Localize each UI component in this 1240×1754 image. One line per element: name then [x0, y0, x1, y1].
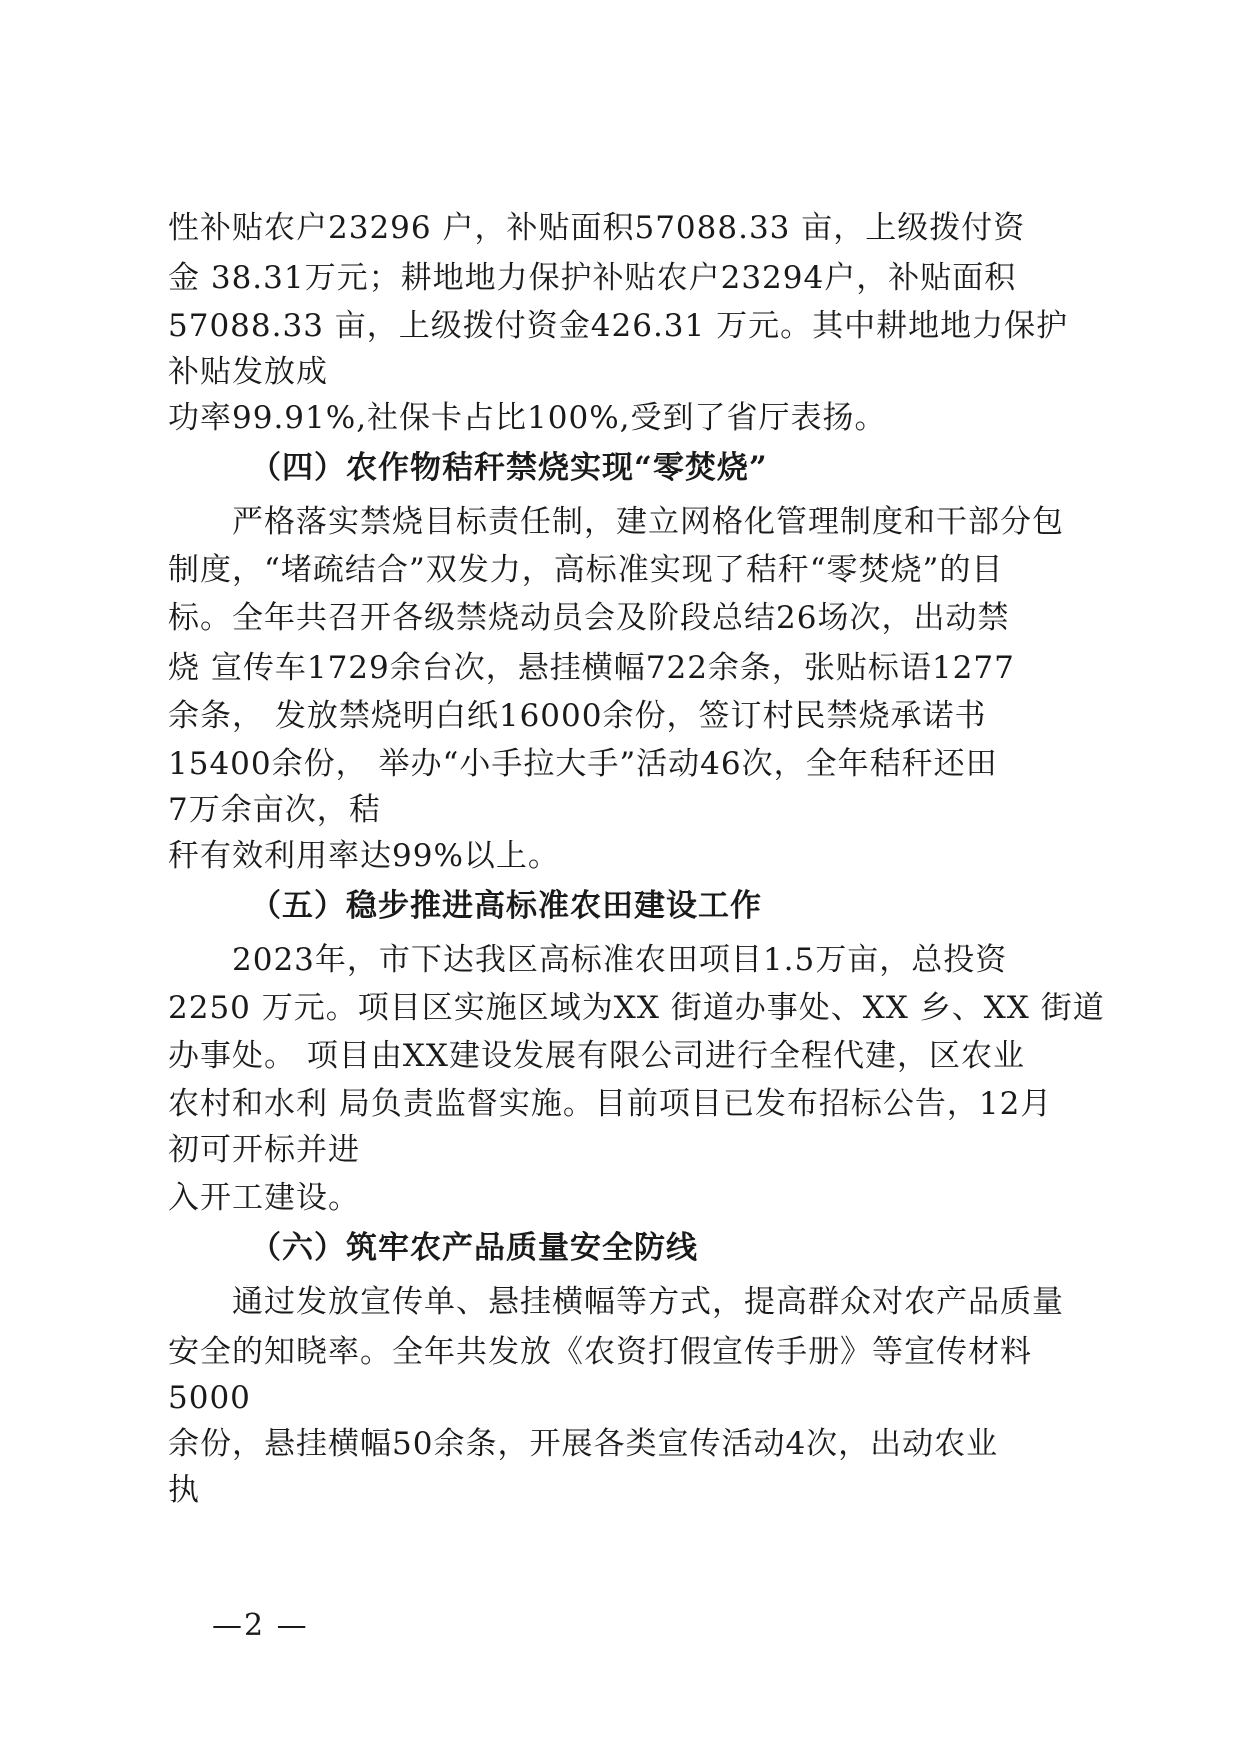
page-number: —2 —	[212, 1608, 309, 1643]
paragraph-line: 5000	[168, 1380, 251, 1416]
paragraph-line: 通过发放宣传单、悬挂横幅等方式，提高群众对农产品质量	[232, 1284, 1064, 1320]
paragraph-line: 功率99.91%,社保卡占比100%,受到了省厅表扬。	[168, 400, 887, 436]
paragraph-line: 制度，“堵疏结合”双发力，高标准实现了秸秆“零焚烧”的目	[168, 552, 1004, 588]
section-heading-6: （六）筑牢农产品质量安全防线	[250, 1230, 698, 1266]
paragraph-line: 标。全年共召开各级禁烧动员会及阶段总结26场次，出动禁	[168, 600, 1010, 636]
paragraph-line: 补贴发放成	[168, 354, 328, 390]
paragraph-line: 性补贴农户23296 户，补贴面积57088.33 亩，上级拨付资	[168, 210, 1026, 246]
paragraph-line: 秆有效利用率达99%以上。	[168, 838, 560, 874]
paragraph-line: 2250 万元。项目区实施区域为XX 街道办事处、XX 乡、XX 街道	[168, 990, 1105, 1026]
paragraph-line: 入开工建设。	[168, 1180, 360, 1216]
paragraph-line: 15400余份， 举办“小手拉大手”活动46次，全年秸秆还田	[168, 746, 998, 782]
section-heading-4: （四）农作物秸秆禁烧实现“零焚烧”	[250, 450, 768, 486]
paragraph-line: 初可开标并进	[168, 1132, 360, 1168]
section-heading-5: （五）稳步推进高标准农田建设工作	[250, 888, 762, 924]
paragraph-line: 烧 宣传车1729余台次，悬挂横幅722余条，张贴标语1277	[168, 650, 1015, 686]
paragraph-line: 农村和水利 局负责监督实施。目前项目已发布招标公告，12月	[168, 1086, 1053, 1122]
paragraph-line: 执	[168, 1472, 200, 1508]
paragraph-line: 57088.33 亩，上级拨付资金426.31 万元。其中耕地地力保护	[168, 308, 1069, 344]
paragraph-line: 余条， 发放禁烧明白纸16000余份，签订村民禁烧承诺书	[168, 698, 987, 734]
paragraph-line: 金 38.31万元；耕地地力保护补贴农户23294户，补贴面积	[168, 260, 1017, 296]
paragraph-line: 办事处。 项目由XX建设发展有限公司进行全程代建，区农业	[168, 1038, 1025, 1074]
paragraph-line: 2023年，市下达我区高标准农田项目1.5万亩，总投资	[232, 942, 1008, 978]
paragraph-line: 余份，悬挂横幅50余条，开展各类宣传活动4次，出动农业	[168, 1426, 999, 1462]
paragraph-line: 严格落实禁烧目标责任制，建立网格化管理制度和干部分包	[232, 504, 1064, 540]
paragraph-line: 7万余亩次，秸	[168, 792, 381, 828]
paragraph-line: 安全的知晓率。全年共发放《农资打假宣传手册》等宣传材料	[168, 1334, 1032, 1370]
